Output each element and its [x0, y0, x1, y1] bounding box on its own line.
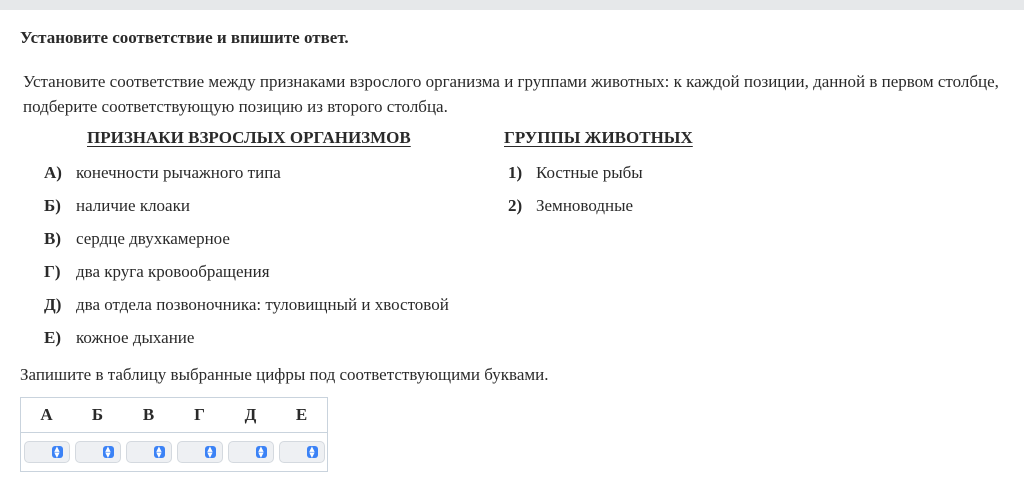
- item-text: два круга кровообращения: [76, 262, 270, 281]
- item-text: Земноводные: [536, 196, 634, 215]
- answer-cell-d: [225, 433, 276, 472]
- answer-header-a: А: [21, 398, 73, 433]
- left-item-a: [44, 163, 281, 183]
- right-item-1: [508, 163, 643, 183]
- answer-select-b[interactable]: [75, 441, 121, 463]
- right-column-header: ГРУППЫ ЖИВОТНЫХ: [504, 128, 693, 147]
- answer-select-e[interactable]: [279, 441, 325, 463]
- left-item-e: [44, 328, 195, 348]
- answer-header-b: Б: [72, 398, 123, 433]
- item-text: конечности рычажного типа: [76, 163, 281, 182]
- item-number: 1): [508, 163, 523, 182]
- item-number: 2): [508, 196, 523, 215]
- up-down-chevron-icon: ▲ ▼: [154, 446, 165, 458]
- answer-header-d: Д: [225, 398, 276, 433]
- item-letter: В): [44, 229, 61, 248]
- left-item-d: [44, 295, 449, 315]
- up-down-chevron-icon: ▲ ▼: [307, 446, 318, 458]
- left-item-v: [44, 229, 230, 249]
- answer-header-e: Е: [276, 398, 328, 433]
- answer-select-v[interactable]: [126, 441, 172, 463]
- item-letter: Г): [44, 262, 61, 281]
- item-text: сердце двухкамерное: [76, 229, 230, 248]
- left-item-g: [44, 262, 270, 282]
- task-intro: Установите соответствие между признаками взрослого организма и группами животных: к каждой позиции, данной в первом столбце, подберите соответствующую позицию из второго столбца.: [23, 72, 999, 116]
- answer-table-select-row: [21, 433, 328, 472]
- answer-cell-b: [72, 433, 123, 472]
- answer-select-d[interactable]: [228, 441, 274, 463]
- item-text: Костные рыбы: [536, 163, 643, 182]
- answer-header-v: В: [123, 398, 174, 433]
- top-bar: [0, 0, 1024, 10]
- up-down-chevron-icon: ▲ ▼: [205, 446, 216, 458]
- answer-cell-g: [174, 433, 225, 472]
- up-down-chevron-icon: ▲ ▼: [52, 446, 63, 458]
- item-text: два отдела позвоночника: туловищный и хвостовой: [76, 295, 449, 314]
- answer-instruction: Запишите в таблицу выбранные цифры под соответствующими буквами.: [20, 365, 549, 384]
- item-letter: Е): [44, 328, 61, 347]
- answer-cell-a: [21, 433, 73, 472]
- answer-cell-v: [123, 433, 174, 472]
- left-item-b: [44, 196, 190, 216]
- answer-select-g[interactable]: [177, 441, 223, 463]
- up-down-chevron-icon: ▲ ▼: [103, 446, 114, 458]
- left-column-header: ПРИЗНАКИ ВЗРОСЛЫХ ОРГАНИЗМОВ: [87, 128, 411, 147]
- item-letter: Д): [44, 295, 62, 314]
- up-down-chevron-icon: ▲ ▼: [256, 446, 267, 458]
- answer-select-a[interactable]: [24, 441, 70, 463]
- task-header: Установите соответствие и впишите ответ.: [20, 28, 349, 47]
- item-letter: Б): [44, 196, 61, 215]
- right-item-2: [508, 196, 634, 216]
- item-text: кожное дыхание: [76, 328, 195, 347]
- answer-cell-e: [276, 433, 328, 472]
- answer-table: [20, 397, 328, 472]
- answer-header-g: Г: [174, 398, 225, 433]
- answer-table-header-row: [21, 398, 328, 433]
- item-letter: А): [44, 163, 62, 182]
- item-text: наличие клоаки: [76, 196, 190, 215]
